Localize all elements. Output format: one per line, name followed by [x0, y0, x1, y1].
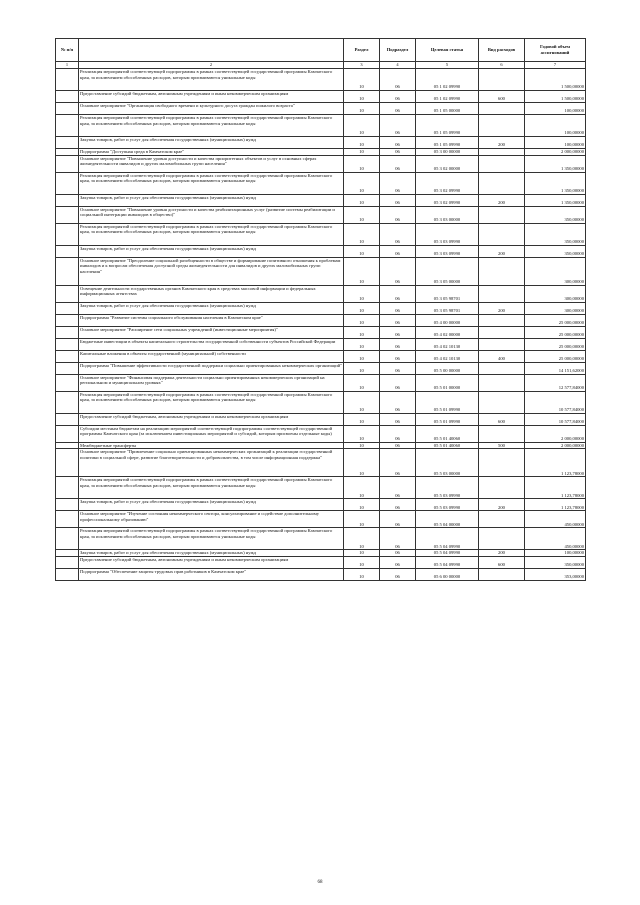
row-name: Бюджетные инвестиции в объекты капитального строительства государственной собственности субъектов Российской Федерации [79, 338, 344, 350]
table-row [56, 114, 586, 136]
expense-type-cell: 600 [479, 413, 525, 425]
amount-cell: 300,00000 [525, 285, 586, 302]
expense-type-cell [479, 206, 525, 223]
row-name: Реализация мероприятий соответствующей подпрограммы в рамках соответствующей государственной программы Камчатского края, за исключением обособленных расходов, которым присваиваются уникальные коды [79, 114, 344, 136]
target-article-cell: 05 5 03 09990 [416, 499, 479, 511]
column-index: 4 [380, 62, 416, 69]
razdel-cell: 10 [344, 569, 380, 581]
row-name: Основное мероприятие "Преодоление социальной разобщенности в обществе и формирование позитивного отношения к проблемам инвалидов и к вопросам обеспечения доступной среды жизнедеятельности для инвалидов и других маломобильных групп населения" [79, 257, 344, 285]
amount-cell: 100,00000 [525, 550, 586, 557]
num-cell [56, 528, 79, 550]
amount-cell: 25 000,00000 [525, 314, 586, 326]
target-article-cell: 05 3 00 00000 [416, 148, 479, 155]
target-article-cell: 05 3 03 09990 [416, 245, 479, 257]
expense-type-cell [479, 528, 525, 550]
num-cell [56, 302, 79, 314]
table-row [56, 477, 586, 499]
row-name: Закупка товаров, работ и услуг для обеспечения государственных (муниципальных) нужд [79, 245, 344, 257]
razdel-cell: 10 [344, 302, 380, 314]
podrazdel-cell: 06 [380, 172, 416, 194]
amount-cell: 100,00000 [525, 102, 586, 114]
table-row [56, 194, 586, 206]
header-num: № п/п [56, 39, 79, 62]
podrazdel-cell: 06 [380, 569, 416, 581]
row-name: Межбюджетные трансферты [79, 442, 344, 449]
row-name: Основное мероприятие "Расширение сети социальных учреждений (инвестиционные мероприятия)" [79, 326, 344, 338]
row-name: Закупка товаров, работ и услуг для обеспечения государственных (муниципальных) нужд [79, 302, 344, 314]
row-name: Подпрограмма "Обеспечение защиты трудовых прав работников в Камчатском крае" [79, 569, 344, 581]
row-name: Закупка товаров, работ и услуг для обеспечения государственных (муниципальных) нужд [79, 136, 344, 148]
razdel-cell: 10 [344, 114, 380, 136]
target-article-cell: 05 3 05 00000 [416, 257, 479, 285]
podrazdel-cell: 06 [380, 326, 416, 338]
amount-cell: 2 000,00000 [525, 425, 586, 442]
target-article-cell: 05 5 03 00000 [416, 449, 479, 477]
row-name: Основное мероприятие "Привлечение социально ориентированных некоммерческих организаций к реализации государственной политики в социальной сфере, развитие благотворительности и добровольчества, в том числе информационная поддержка" [79, 449, 344, 477]
amount-cell: 1 123,78000 [525, 499, 586, 511]
num-cell [56, 511, 79, 528]
target-article-cell: 05 6 00 00000 [416, 569, 479, 581]
podrazdel-cell: 06 [380, 302, 416, 314]
podrazdel-cell: 06 [380, 148, 416, 155]
amount-cell: 1 500,00000 [525, 68, 586, 90]
amount-cell: 10 577,84000 [525, 413, 586, 425]
row-name: Основное мероприятие "Повышение уровня доступности и качества реабилитационных услуг (развитие системы реабилитации и социальной интеграции инвалидов в общество)" [79, 206, 344, 223]
expense-type-cell: 200 [479, 550, 525, 557]
page-number: 68 [317, 880, 323, 885]
amount-cell: 1 500,00000 [525, 90, 586, 102]
target-article-cell: 05 1 02 09990 [416, 90, 479, 102]
target-article-cell: 05 4 02 10130 [416, 338, 479, 350]
row-name: Подпрограмма "Развитие системы социального обслуживания населения в Камчатском крае" [79, 314, 344, 326]
amount-cell: 450,00000 [525, 528, 586, 550]
table-row [56, 499, 586, 511]
target-article-cell: 05 3 02 09990 [416, 194, 479, 206]
num-cell [56, 90, 79, 102]
podrazdel-cell: 06 [380, 136, 416, 148]
amount-cell: 1 123,78000 [525, 477, 586, 499]
num-cell [56, 449, 79, 477]
target-article-cell: 05 3 03 00000 [416, 206, 479, 223]
row-name: Реализация мероприятий соответствующей подпрограммы в рамках соответствующей государственной программы Камчатского края, за исключением обособленных расходов, которым присваиваются уникальные коды [79, 528, 344, 550]
expense-type-cell: 400 [479, 350, 525, 362]
num-cell [56, 442, 79, 449]
expense-type-cell [479, 155, 525, 172]
expense-type-cell: 200 [479, 245, 525, 257]
amount-cell: 2 000,00000 [525, 148, 586, 155]
column-index-row [56, 62, 586, 69]
razdel-cell: 10 [344, 449, 380, 477]
expense-type-cell: 500 [479, 442, 525, 449]
table-row [56, 90, 586, 102]
table-row [56, 148, 586, 155]
row-name: Освещение деятельности государственных органов Камчатского края в средствах массовой информации и федеральных информационных агентствах [79, 285, 344, 302]
table-row [56, 206, 586, 223]
target-article-cell: 05 3 05 98701 [416, 302, 479, 314]
razdel-cell: 10 [344, 391, 380, 413]
table-row [56, 528, 586, 550]
expense-type-cell [479, 326, 525, 338]
table-row [56, 413, 586, 425]
row-name: Закупка товаров, работ и услуг для обеспечения государственных (муниципальных) нужд [79, 499, 344, 511]
row-name: Подпрограмма "Повышение эффективности государственной поддержки социально ориентированных некоммерческих организаций" [79, 362, 344, 374]
column-index: 6 [479, 62, 525, 69]
razdel-cell: 10 [344, 223, 380, 245]
table-row [56, 449, 586, 477]
header-row [56, 39, 586, 62]
amount-cell: 25 000,00000 [525, 326, 586, 338]
num-cell [56, 557, 79, 569]
razdel-cell: 10 [344, 413, 380, 425]
amount-cell: 2 000,00000 [525, 442, 586, 449]
expense-type-cell: 600 [479, 557, 525, 569]
row-name: Реализация мероприятий соответствующей подпрограммы в рамках соответствующей государственной программы Камчатского края, за исключением обособленных расходов, которым присваиваются уникальные коды [79, 477, 344, 499]
table-row [56, 326, 586, 338]
expense-type-cell [479, 511, 525, 528]
target-article-cell: 05 5 00 00000 [416, 362, 479, 374]
row-name: Основное мероприятие "Организация свободного времени и культурного досуга граждан пожилого возраста" [79, 102, 344, 114]
amount-cell: 1 123,78000 [525, 449, 586, 477]
razdel-cell: 10 [344, 350, 380, 362]
target-article-cell: 05 3 02 00000 [416, 155, 479, 172]
table-row [56, 557, 586, 569]
header-podrazdel: Подраздел [380, 39, 416, 62]
razdel-cell: 10 [344, 90, 380, 102]
row-name: Реализация мероприятий соответствующей подпрограммы в рамках соответствующей государственной программы Камчатского края, за исключением обособленных расходов, которым присваиваются уникальные коды [79, 172, 344, 194]
target-article-cell: 05 5 01 00000 [416, 374, 479, 391]
podrazdel-cell: 06 [380, 449, 416, 477]
row-name: Капитальные вложения в объекты государственной (муниципальной) собственности [79, 350, 344, 362]
target-article-cell: 05 4 02 00000 [416, 326, 479, 338]
header-razdel: Раздел [344, 39, 380, 62]
amount-cell: 350,00000 [525, 557, 586, 569]
table-row [56, 374, 586, 391]
podrazdel-cell: 06 [380, 499, 416, 511]
razdel-cell: 10 [344, 206, 380, 223]
expense-type-cell [479, 68, 525, 90]
column-index: 2 [79, 62, 344, 69]
razdel-cell: 10 [344, 442, 380, 449]
expense-type-cell: 200 [479, 302, 525, 314]
header-expense-type: Вид расходов [479, 39, 525, 62]
amount-cell: 100,00000 [525, 136, 586, 148]
table-row [56, 362, 586, 374]
razdel-cell: 10 [344, 326, 380, 338]
amount-cell: 25 000,00000 [525, 350, 586, 362]
podrazdel-cell: 06 [380, 206, 416, 223]
target-article-cell: 05 5 01 09990 [416, 391, 479, 413]
header-name [79, 39, 344, 62]
razdel-cell: 10 [344, 550, 380, 557]
amount-cell: 25 000,00000 [525, 338, 586, 350]
podrazdel-cell: 06 [380, 557, 416, 569]
row-name: Предоставление субсидий бюджетным, автономным учреждениям и иным некоммерческим организациям [79, 557, 344, 569]
table-row [56, 245, 586, 257]
razdel-cell: 10 [344, 314, 380, 326]
row-name: Основное мероприятие "Изучение состояния некоммерческого сектора, консультирование и содействие дополнительному профессиональному образованию" [79, 511, 344, 528]
podrazdel-cell: 06 [380, 391, 416, 413]
row-name: Предоставление субсидий бюджетным, автономным учреждениям и иным некоммерческим организациям [79, 90, 344, 102]
num-cell [56, 314, 79, 326]
row-name: Закупка товаров, работ и услуг для обеспечения государственных (муниципальных) нужд [79, 550, 344, 557]
podrazdel-cell: 06 [380, 285, 416, 302]
expense-type-cell [479, 172, 525, 194]
num-cell [56, 550, 79, 557]
target-article-cell: 05 1 05 09990 [416, 114, 479, 136]
table-row [56, 302, 586, 314]
expense-type-cell: 200 [479, 499, 525, 511]
amount-cell: 350,00000 [525, 223, 586, 245]
target-article-cell: 05 5 04 09990 [416, 550, 479, 557]
target-article-cell: 05 1 05 09990 [416, 136, 479, 148]
podrazdel-cell: 06 [380, 350, 416, 362]
table-row [56, 569, 586, 581]
header-annual-amount: Годовой объем ассигнований [525, 39, 586, 62]
amount-cell: 300,00000 [525, 257, 586, 285]
row-name: Закупка товаров, работ и услуг для обеспечения государственных (муниципальных) нужд [79, 194, 344, 206]
amount-cell: 300,00000 [525, 302, 586, 314]
target-article-cell: 05 5 03 09990 [416, 477, 479, 499]
table-row [56, 511, 586, 528]
num-cell [56, 223, 79, 245]
row-name: Реализация мероприятий соответствующей подпрограммы в рамках соответствующей государственной программы Камчатского края, за исключением обособленных расходов, которым присваиваются уникальные коды [79, 391, 344, 413]
amount-cell: 12 577,84000 [525, 374, 586, 391]
table-row [56, 285, 586, 302]
podrazdel-cell: 06 [380, 477, 416, 499]
table-row [56, 314, 586, 326]
table-row [56, 68, 586, 90]
row-name: Субсидии местным бюджетам на реализацию мероприятий соответствующей подпрограммы соответствующей государственной программы Камчатского края (за исключением инвестиционных мероприятий и субсидий, которым присвоены отдельные коды) [79, 425, 344, 442]
table-row [56, 257, 586, 285]
num-cell [56, 285, 79, 302]
num-cell [56, 477, 79, 499]
podrazdel-cell: 06 [380, 374, 416, 391]
num-cell [56, 148, 79, 155]
podrazdel-cell: 06 [380, 90, 416, 102]
amount-cell: 1 350,00000 [525, 194, 586, 206]
target-article-cell: 05 1 05 00000 [416, 102, 479, 114]
num-cell [56, 114, 79, 136]
podrazdel-cell: 06 [380, 425, 416, 442]
target-article-cell: 05 5 04 00000 [416, 511, 479, 528]
row-name: Предоставление субсидий бюджетным, автономным учреждениям и иным некоммерческим организациям [79, 413, 344, 425]
razdel-cell: 10 [344, 528, 380, 550]
expense-type-cell: 200 [479, 194, 525, 206]
expense-type-cell [479, 285, 525, 302]
razdel-cell: 10 [344, 477, 380, 499]
num-cell [56, 102, 79, 114]
razdel-cell: 10 [344, 155, 380, 172]
expense-type-cell [479, 425, 525, 442]
num-cell [56, 362, 79, 374]
table-row [56, 172, 586, 194]
table-row [56, 223, 586, 245]
expense-type-cell [479, 338, 525, 350]
razdel-cell: 10 [344, 68, 380, 90]
podrazdel-cell: 06 [380, 442, 416, 449]
podrazdel-cell: 06 [380, 223, 416, 245]
podrazdel-cell: 06 [380, 338, 416, 350]
num-cell [56, 425, 79, 442]
razdel-cell: 10 [344, 338, 380, 350]
row-name: Подпрограмма "Доступная среда в Камчатском крае" [79, 148, 344, 155]
expense-type-cell [479, 314, 525, 326]
razdel-cell: 10 [344, 102, 380, 114]
num-cell [56, 172, 79, 194]
row-name: Основное мероприятие "Повышение уровня доступности и качества приоритетных объектов и услуг в основных сферах жизнедеятельности инвалидов и других маломобильных групп населения" [79, 155, 344, 172]
target-article-cell: 05 5 04 09990 [416, 557, 479, 569]
table-row [56, 155, 586, 172]
num-cell [56, 338, 79, 350]
podrazdel-cell: 06 [380, 155, 416, 172]
num-cell [56, 499, 79, 511]
podrazdel-cell: 06 [380, 314, 416, 326]
razdel-cell: 10 [344, 425, 380, 442]
column-index: 7 [525, 62, 586, 69]
amount-cell: 353,00000 [525, 569, 586, 581]
podrazdel-cell: 06 [380, 102, 416, 114]
row-name: Реализация мероприятий соответствующей подпрограммы в рамках соответствующей государственной программы Камчатского края, за исключением обособленных расходов, которым присваиваются уникальные коды [79, 223, 344, 245]
podrazdel-cell: 06 [380, 194, 416, 206]
amount-cell: 450,00000 [525, 511, 586, 528]
amount-cell: 100,00000 [525, 114, 586, 136]
num-cell [56, 257, 79, 285]
expense-type-cell [479, 223, 525, 245]
podrazdel-cell: 06 [380, 413, 416, 425]
razdel-cell: 10 [344, 148, 380, 155]
amount-cell: 350,00000 [525, 245, 586, 257]
num-cell [56, 155, 79, 172]
table-row [56, 425, 586, 442]
document-page [55, 38, 585, 581]
table-row [56, 350, 586, 362]
amount-cell: 350,00000 [525, 206, 586, 223]
num-cell [56, 413, 79, 425]
table-row [56, 391, 586, 413]
table-row [56, 442, 586, 449]
podrazdel-cell: 06 [380, 528, 416, 550]
razdel-cell: 10 [344, 136, 380, 148]
podrazdel-cell: 06 [380, 114, 416, 136]
razdel-cell: 10 [344, 245, 380, 257]
table-row [56, 550, 586, 557]
razdel-cell: 10 [344, 557, 380, 569]
amount-cell: 14 151,62000 [525, 362, 586, 374]
column-index: 3 [344, 62, 380, 69]
target-article-cell: 05 3 05 98701 [416, 285, 479, 302]
expense-type-cell [479, 102, 525, 114]
target-article-cell: 05 4 02 10130 [416, 350, 479, 362]
num-cell [56, 194, 79, 206]
table-row [56, 102, 586, 114]
expense-type-cell [479, 257, 525, 285]
razdel-cell: 10 [344, 511, 380, 528]
expense-type-cell [479, 569, 525, 581]
amount-cell: 1 350,00000 [525, 155, 586, 172]
target-article-cell: 05 5 01 40060 [416, 425, 479, 442]
expense-type-cell [479, 477, 525, 499]
expense-type-cell: 600 [479, 90, 525, 102]
podrazdel-cell: 06 [380, 245, 416, 257]
razdel-cell: 10 [344, 172, 380, 194]
num-cell [56, 68, 79, 90]
razdel-cell: 10 [344, 285, 380, 302]
razdel-cell: 10 [344, 374, 380, 391]
column-index: 1 [56, 62, 79, 69]
razdel-cell: 10 [344, 499, 380, 511]
row-name: Основное мероприятие "Финансовая поддержка деятельности социально ориентированных некоммерческих организаций на региональном и муниципальном уровнях" [79, 374, 344, 391]
num-cell [56, 245, 79, 257]
table-row [56, 136, 586, 148]
razdel-cell: 10 [344, 362, 380, 374]
expense-type-cell [479, 148, 525, 155]
expense-type-cell [479, 374, 525, 391]
expense-type-cell [479, 362, 525, 374]
podrazdel-cell: 06 [380, 257, 416, 285]
expense-type-cell [479, 391, 525, 413]
expense-type-cell [479, 114, 525, 136]
num-cell [56, 374, 79, 391]
column-index: 5 [416, 62, 479, 69]
target-article-cell: 05 1 02 09990 [416, 68, 479, 90]
podrazdel-cell: 06 [380, 68, 416, 90]
num-cell [56, 391, 79, 413]
num-cell [56, 136, 79, 148]
podrazdel-cell: 06 [380, 511, 416, 528]
target-article-cell: 05 5 04 09990 [416, 528, 479, 550]
num-cell [56, 206, 79, 223]
target-article-cell: 05 5 01 09990 [416, 413, 479, 425]
num-cell [56, 350, 79, 362]
podrazdel-cell: 06 [380, 362, 416, 374]
target-article-cell: 05 3 02 09990 [416, 172, 479, 194]
podrazdel-cell: 06 [380, 550, 416, 557]
num-cell [56, 326, 79, 338]
row-name: Реализация мероприятий соответствующей подпрограммы в рамках соответствующей государственной программы Камчатского края, за исключением обособленных расходов, которым присваиваются уникальные коды [79, 68, 344, 90]
razdel-cell: 10 [344, 257, 380, 285]
expense-type-cell: 200 [479, 136, 525, 148]
target-article-cell: 05 4 00 00000 [416, 314, 479, 326]
amount-cell: 1 350,00000 [525, 172, 586, 194]
razdel-cell: 10 [344, 194, 380, 206]
budget-table [55, 38, 586, 581]
target-article-cell: 05 3 03 09990 [416, 223, 479, 245]
expense-type-cell [479, 449, 525, 477]
target-article-cell: 05 5 01 40060 [416, 442, 479, 449]
table-row [56, 338, 586, 350]
header-target-article: Целевая статья [416, 39, 479, 62]
num-cell [56, 569, 79, 581]
amount-cell: 10 577,84000 [525, 391, 586, 413]
